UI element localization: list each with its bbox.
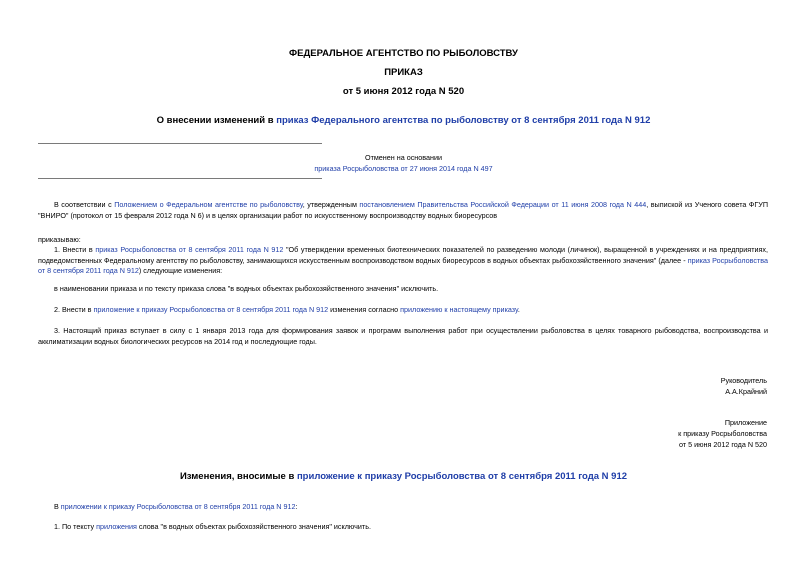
agency-heading: ФЕДЕРАЛЬНОЕ АГЕНТСТВО ПО РЫБОЛОВСТВУ [289, 48, 518, 59]
appendix-ref-line3: от 5 июня 2012 года N 520 [678, 440, 767, 449]
item1-text-1: 1. Внести в [54, 245, 96, 254]
cancel-note-link[interactable]: приказа Росрыболовства от 27 июня 2014 года N 497 [314, 164, 493, 173]
item1-paragraph [38, 245, 768, 277]
doc-date-heading: от 5 июня 2012 года N 520 [342, 86, 465, 97]
item2-paragraph [54, 305, 768, 316]
appendix-ref-line2: к приказу Росрыболовства [678, 429, 767, 438]
changes-intro-text-1: В [54, 502, 61, 511]
signature-name: А.А.Крайний [725, 387, 767, 396]
item1-text-2: "Об утверждении временных биотехнических показателей по разведению молоди (личинок), выращенной в учреждениях и на предприятиях, подведомственных Федеральному агентству по рыболовству, занимающихся искусственным воспроизводством водных биоресурсов в водных объектах рыбохозяйственного значения" (далее - [38, 245, 768, 265]
preamble-text-2: , утвержденным [302, 200, 360, 209]
item2-link-this-appendix[interactable]: приложению к настоящему приказу [400, 305, 518, 314]
preamble-text-3: , выпиской из Ученого совета ФГУП "ВНИРО" (протокол от 15 февраля 2012 года N 6) и в целях организации работ по искусственному воспроизводству водных биоресурсов [38, 200, 769, 220]
changes-intro-text-2: : [295, 502, 298, 511]
rule-bottom [38, 178, 322, 179]
order-word: приказываю: [38, 235, 81, 244]
item2-text-1: 2. Внести в [54, 305, 94, 314]
cancel-note-line1: Отменен на основании [364, 153, 442, 162]
item1-text-3: ) следующие изменения: [138, 266, 223, 275]
change1-paragraph [54, 522, 768, 533]
preamble-text-1: В соответствии с [54, 200, 115, 209]
change1-text-2: слова "в водных объектах рыбохозяйственного значения" исключить. [136, 522, 371, 531]
changes-title [0, 471, 807, 482]
change1-link[interactable]: приложения [96, 522, 137, 531]
item2-text-2: изменения согласно [328, 305, 401, 314]
rule-top [38, 143, 322, 144]
item2-link-appendix[interactable]: приложение к приказу Росрыболовства от 8 сентября 2011 года N 912 [93, 305, 329, 314]
doc-type-heading: ПРИКАЗ [384, 67, 423, 78]
changes-title-link[interactable]: приложение к приказу Росрыболовства от 8 сентября 2011 года N 912 [296, 471, 628, 482]
preamble-link-regulation[interactable]: Положением о Федеральном агентстве по рыболовству [114, 200, 303, 209]
item3-paragraph: 3. Настоящий приказ вступает в силу с 1 января 2013 года для формирования заявок и программ выполнения работ при осуществлении рыболовства в целях товарного рыбоводства, воспроизводства и акклиматизации водных биологических ресурсов на 2014 год и последующие годы. [38, 326, 768, 346]
appendix-ref-line1: Приложение [724, 418, 767, 427]
item1-link-order[interactable]: приказ Росрыболовства от 8 сентября 2011 года N 912 [95, 245, 284, 254]
document-title-text: О внесении изменений в [156, 115, 277, 126]
changes-intro-link[interactable]: приложении к приказу Росрыболовства от 8 сентября 2011 года N 912 [60, 502, 296, 511]
preamble-link-resolution[interactable]: постановлением Правительства Российской Федерации от 11 июня 2008 года N 444 [359, 200, 647, 209]
changes-title-text: Изменения, вносимые в [179, 471, 297, 482]
item1-sub-paragraph: в наименовании приказа и по тексту приказа слова "в водных объектах рыбохозяйственного значения" исключить. [54, 284, 439, 293]
changes-intro-paragraph [54, 502, 768, 513]
signature-position: Руководитель [720, 376, 767, 385]
item1-link-order-ref[interactable]: приказ Росрыболовства от 8 сентября 2011 года N 912 [38, 255, 769, 275]
document-title [0, 115, 807, 126]
preamble-paragraph [38, 200, 768, 221]
document-title-link[interactable]: приказ Федерального агентства по рыболовству от 8 сентября 2011 года N 912 [276, 115, 651, 126]
change1-text-1: 1. По тексту [54, 522, 97, 531]
item2-text-3: . [517, 305, 520, 314]
